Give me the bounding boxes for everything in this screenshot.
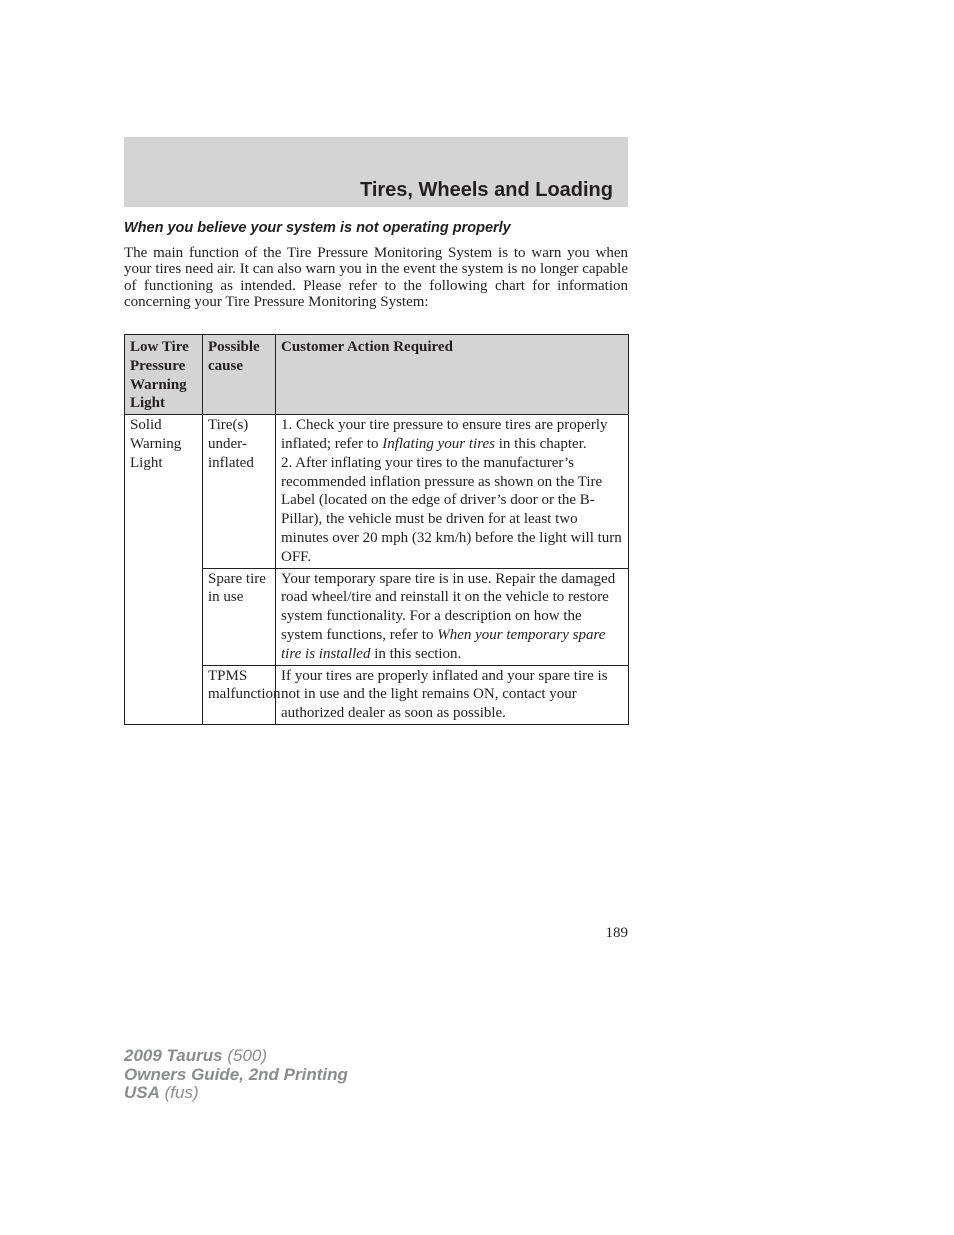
header-possible-cause: Possible cause: [203, 335, 276, 415]
cross-reference-link: When your temporary spare tire is installed: [281, 626, 606, 662]
warning-light-value: Solid Warning Light: [125, 415, 203, 725]
cause-cell: Tire(s) under-inflated: [203, 415, 276, 568]
section-title: Tires, Wheels and Loading: [359, 179, 613, 201]
action-cell: [276, 415, 629, 568]
header-warning-light: Low Tire Pressure Warning Light: [125, 335, 203, 415]
action-cell: If your tires are properly inflated and your spare tire is not in use and the light remains ON, contact your authorized dealer as soon as possible.: [276, 665, 629, 724]
action-text: 2. After inflating your tires to the manufacturer’s recommended inflation pressure as shown on the Tire Label (located on the edge of driver’s door or the B-Pillar), the vehicle must be driven for at least two minutes over 20 mph (32 km/h) before the light will turn OFF.: [281, 454, 622, 565]
page-number: 189: [605, 925, 628, 941]
footer-model-code: (500): [227, 1046, 268, 1065]
action-text: in this chapter.: [494, 435, 587, 452]
cause-cell: TPMS malfunction: [203, 665, 276, 724]
table-header-row: [125, 335, 629, 415]
section-header-band: [124, 137, 628, 207]
footer-line-guide: [124, 1066, 348, 1085]
cross-reference-link: Inflating your tires: [382, 435, 495, 452]
document-footer: [124, 1047, 348, 1103]
footer-market-code: (fus): [164, 1083, 199, 1102]
footer-line-market: [124, 1084, 348, 1103]
tpms-troubleshooting-table: [124, 334, 629, 725]
action-cell: [276, 568, 629, 665]
action-text: 1. Check your tire pressure to ensure tires are properly inflated; refer to: [281, 417, 608, 452]
footer-guide: Owners Guide, 2nd Printing: [124, 1064, 348, 1084]
footer-line-model: [124, 1047, 348, 1066]
action-text: in this section.: [370, 645, 462, 662]
table-row: [125, 415, 629, 568]
footer-market: USA: [124, 1083, 160, 1102]
action-text: Your temporary spare tire is in use. Repair the damaged road wheel/tire and reinstall it on the vehicle to restore system functionality. For a description on how the system functions, refer to: [281, 570, 616, 643]
subheading: When you believe your system is not operating properly: [124, 220, 511, 236]
header-customer-action: Customer Action Required: [276, 335, 629, 415]
intro-paragraph: The main function of the Tire Pressure Monitoring System is to warn you when your tires need air. It can also warn you in the event the system is no longer capable of functioning as intended. Please refer to the following chart for information concerning your Tire Pressure Monitoring System:: [124, 245, 628, 310]
footer-model: 2009 Taurus: [124, 1046, 223, 1065]
cause-cell: Spare tire in use: [203, 568, 276, 665]
